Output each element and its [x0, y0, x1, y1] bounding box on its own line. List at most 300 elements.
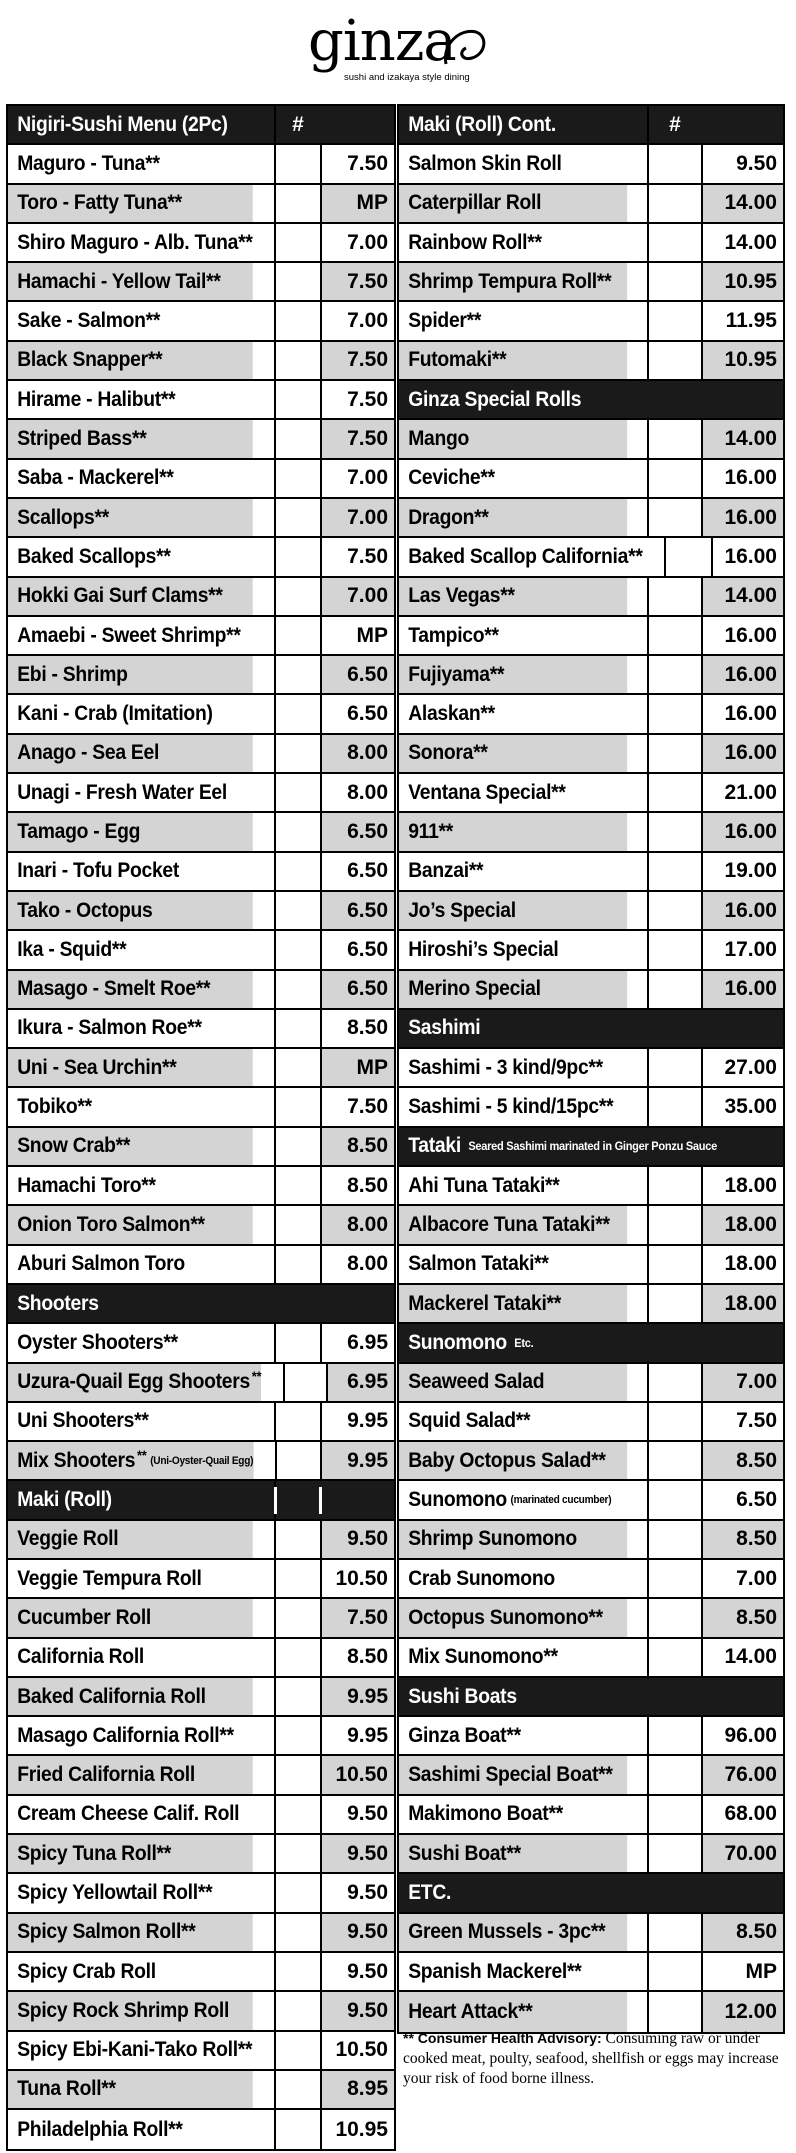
quantity-box[interactable]: [647, 1049, 701, 1086]
quantity-box[interactable]: [647, 1914, 701, 1951]
menu-item: [8, 931, 394, 970]
quantity-box[interactable]: [274, 1088, 320, 1125]
menu-item-price: 9.50: [320, 1796, 394, 1833]
quantity-box[interactable]: [274, 1756, 320, 1793]
menu-item-price: 12.00: [701, 1992, 783, 2031]
quantity-box[interactable]: [647, 774, 701, 811]
menu-item-label: Ahi Tuna Tataki**: [408, 1173, 560, 1197]
quantity-box[interactable]: [647, 1717, 701, 1754]
menu-item: [8, 1049, 394, 1088]
menu-item: [8, 2110, 394, 2149]
section-title: Maki (Roll): [17, 1488, 112, 1512]
menu-item-price: 7.50: [320, 342, 394, 379]
section-title-text: ETC.: [408, 1881, 452, 1904]
menu-item-name: [8, 735, 253, 772]
section-title-text: Sushi Boats: [408, 1684, 517, 1708]
quantity-box[interactable]: [647, 695, 701, 732]
menu-item: [8, 145, 394, 184]
quantity-box[interactable]: [274, 813, 320, 850]
menu-item-price: 10.95: [320, 2110, 394, 2149]
quantity-box[interactable]: [274, 224, 320, 261]
section-note: Etc.: [514, 1335, 534, 1350]
section-title-text: Ginza Special Rolls: [408, 387, 582, 411]
menu-item: [399, 1560, 783, 1599]
menu-item-detail: (marinated cucumber): [510, 1494, 612, 1507]
quantity-box[interactable]: [274, 1874, 320, 1911]
quantity-box[interactable]: [274, 1599, 320, 1636]
menu-item-name: [8, 185, 253, 222]
menu-item-price: 8.50: [701, 1914, 783, 1951]
quantity-box[interactable]: [647, 971, 701, 1008]
quantity-box[interactable]: [274, 1914, 320, 1951]
menu-item-name: [8, 1521, 253, 1558]
menu-item-label: Octopus Sunomono**: [408, 1605, 603, 1629]
section-note: Seared Sashimi marinated in Ginger Ponzu Sauce: [468, 1139, 717, 1154]
menu-item-name: [8, 1914, 253, 1951]
quantity-box[interactable]: [274, 1167, 320, 1204]
menu-item: [399, 420, 783, 459]
menu-item-label: Baked Scallop California**: [408, 544, 643, 568]
quantity-box[interactable]: [274, 499, 320, 536]
quantity-box[interactable]: [274, 1678, 320, 1715]
quantity-box[interactable]: [647, 185, 701, 222]
section-header: [399, 381, 783, 420]
menu-item-name: [399, 1992, 627, 2031]
menu-item-name: [399, 499, 627, 536]
menu-item-label: Snow Crab**: [17, 1134, 131, 1158]
section-header: [399, 1678, 783, 1717]
quantity-box[interactable]: [647, 1167, 701, 1204]
logo-swirl-icon: [440, 24, 490, 74]
menu-item: [399, 1088, 783, 1127]
menu-item-name: [399, 1481, 627, 1518]
menu-item-price: 8.50: [701, 1442, 783, 1479]
menu-item: [399, 538, 783, 577]
menu-item-name: [8, 1796, 253, 1833]
quantity-box[interactable]: [274, 892, 320, 929]
menu-item-price: 6.50: [320, 892, 394, 929]
quantity-box[interactable]: [647, 853, 701, 890]
menu-item-label: Hiroshi’s Special: [408, 937, 559, 961]
quantity-box[interactable]: [274, 1796, 320, 1833]
menu-item: [399, 1442, 783, 1481]
quantity-box[interactable]: [647, 1835, 701, 1872]
menu-item-price: 9.50: [320, 1835, 394, 1872]
menu-item-name: [399, 185, 627, 222]
menu-item-label: Alaskan**: [408, 702, 495, 726]
menu-item-label: Ika - Squid**: [17, 937, 127, 961]
menu-item-name: [399, 1953, 627, 1990]
menu-item-marker: **: [251, 1368, 262, 1385]
quantity-box[interactable]: [647, 1206, 701, 1243]
quantity-box[interactable]: [274, 1010, 320, 1047]
menu-item-name: [8, 931, 253, 968]
menu-item-label: Hamachi - Yellow Tail**: [17, 269, 221, 293]
menu-item-name: [8, 145, 253, 182]
menu-item: [399, 224, 783, 263]
quantity-box[interactable]: [647, 499, 701, 536]
menu-item-price: 6.50: [320, 695, 394, 732]
menu-item-name: [8, 695, 253, 732]
quantity-box[interactable]: [274, 1639, 320, 1676]
qty-column-header: #: [274, 106, 320, 143]
menu-item-name: [8, 1599, 253, 1636]
menu-item-label: Inari - Tofu Pocket: [17, 859, 180, 883]
menu-item-label: Tako - Octopus: [17, 898, 153, 922]
section-title: [399, 1128, 752, 1165]
menu-item: [8, 1246, 394, 1285]
menu-item-name: [8, 460, 253, 497]
menu-item-price: 7.00: [320, 460, 394, 497]
menu-item: [8, 2071, 394, 2110]
logo-wordmark: ginza: [308, 9, 456, 74]
menu-item-label: Spanish Mackerel**: [408, 1959, 582, 1983]
section-title-text: Sunomono: [408, 1330, 507, 1354]
quantity-box[interactable]: [274, 656, 320, 693]
menu-item-price: 10.95: [701, 342, 783, 379]
quantity-box[interactable]: [274, 342, 320, 379]
menu-item-label: Mix Shooters: [17, 1448, 136, 1472]
menu-item-label: Veggie Roll: [17, 1527, 119, 1551]
menu-item-label: Ventana Special**: [408, 780, 566, 804]
menu-item-price: 6.50: [320, 971, 394, 1008]
menu-item-label: Black Snapper**: [17, 348, 163, 372]
menu-item-name: [8, 1560, 253, 1597]
menu-item-name: [399, 971, 627, 1008]
quantity-box[interactable]: [647, 1364, 701, 1401]
menu-item-name: [399, 224, 627, 261]
menu-item-label: Squid Salad**: [408, 1409, 531, 1433]
quantity-box[interactable]: [647, 1088, 701, 1125]
quantity-box[interactable]: [274, 1206, 320, 1243]
menu-item-name: [8, 1128, 253, 1165]
menu-item-label: Tuna Roll**: [17, 2077, 116, 2101]
menu-item-label: Sushi Boat**: [408, 1841, 521, 1865]
menu-item: [399, 1049, 783, 1088]
menu-item-price: 7.00: [320, 224, 394, 261]
quantity-box[interactable]: [647, 302, 701, 339]
menu-item-label: Masago - Smelt Roe**: [17, 977, 211, 1001]
quantity-box[interactable]: [647, 1246, 701, 1283]
menu-item-name: [8, 1403, 253, 1440]
menu-item: [399, 1521, 783, 1560]
section-header: [8, 1481, 394, 1520]
menu-item: [399, 1953, 783, 1992]
menu-item-name: [399, 460, 627, 497]
menu-item-price: 11.95: [701, 302, 783, 339]
menu-item-price: 7.50: [320, 263, 394, 300]
menu-item: [399, 263, 783, 302]
advisory-lead: ** Consumer Health Advisory:: [403, 2030, 602, 2046]
menu-item: [8, 1953, 394, 1992]
quantity-box[interactable]: [274, 1835, 320, 1872]
quantity-box[interactable]: [274, 538, 320, 575]
menu-item: [399, 145, 783, 184]
menu-item: [8, 1364, 394, 1403]
menu-item-label: Tampico**: [408, 623, 499, 647]
menu-item-label: California Roll: [17, 1645, 145, 1669]
menu-item-price: 7.50: [320, 420, 394, 457]
menu-item-name: [8, 1167, 253, 1204]
section-header: [399, 1010, 783, 1049]
menu-item-price: 76.00: [701, 1756, 783, 1793]
menu-item-label: Salmon Skin Roll: [408, 151, 562, 175]
menu-item: [399, 302, 783, 341]
quantity-box[interactable]: [647, 1639, 701, 1676]
menu-item: [8, 1992, 394, 2031]
quantity-box[interactable]: [647, 145, 701, 182]
menu-item-label: 911**: [408, 819, 454, 843]
menu-item: [8, 302, 394, 341]
section-title-text: Sashimi: [408, 1016, 481, 1040]
menu-item-name: [399, 1521, 627, 1558]
menu-item: [399, 735, 783, 774]
menu-item-name: [399, 1914, 627, 1951]
quantity-box[interactable]: [647, 1442, 701, 1479]
menu-item: [8, 813, 394, 852]
menu-item-name: [8, 1874, 253, 1911]
quantity-box[interactable]: [274, 1560, 320, 1597]
menu-item-label: Ikura - Salmon Roe**: [17, 1016, 202, 1040]
menu-item: [399, 1599, 783, 1638]
menu-item-name: [399, 1599, 627, 1636]
menu-item-price: 9.95: [320, 1442, 394, 1479]
quantity-box[interactable]: [647, 892, 701, 929]
menu-item-label: Shiro Maguro - Alb. Tuna**: [17, 230, 253, 254]
menu-item-label: Onion Toro Salmon**: [17, 1212, 205, 1236]
quantity-box[interactable]: [274, 2032, 320, 2069]
quantity-box[interactable]: [274, 420, 320, 457]
menu-item-name: [399, 1717, 627, 1754]
quantity-box[interactable]: [274, 1521, 320, 1558]
section-header: [8, 106, 394, 145]
menu-item-name: [399, 892, 627, 929]
quantity-box[interactable]: [274, 617, 320, 654]
menu-item-name: [399, 813, 627, 850]
logo-tagline: sushi and izakaya style dining: [344, 72, 470, 83]
menu-item: [8, 1088, 394, 1127]
menu-item-price: 8.50: [701, 1599, 783, 1636]
menu-item-price: 10.50: [320, 2032, 394, 2069]
quantity-box[interactable]: [664, 538, 711, 575]
menu-item-name: [399, 656, 627, 693]
menu-item-name: [8, 1756, 253, 1793]
menu-item: [399, 1796, 783, 1835]
menu-item-name: [8, 263, 253, 300]
menu-item-detail: (Uni-Oyster-Quail Egg): [150, 1454, 254, 1467]
menu-item-label: Fried California Roll: [17, 1763, 195, 1787]
menu-item: [399, 971, 783, 1010]
menu-item-name: [399, 145, 627, 182]
menu-item-label: Seaweed Salad: [408, 1370, 545, 1394]
quantity-box[interactable]: [647, 735, 701, 772]
quantity-box[interactable]: [647, 1599, 701, 1636]
menu-item-price: 27.00: [701, 1049, 783, 1086]
quantity-box[interactable]: [283, 1364, 325, 1401]
quantity-box[interactable]: [274, 460, 320, 497]
quantity-box[interactable]: [647, 617, 701, 654]
menu-item: [8, 1128, 394, 1167]
section-title: [399, 381, 752, 418]
menu-item: [8, 1756, 394, 1795]
menu-item: [399, 1835, 783, 1874]
menu-item-label: Baked Scallops**: [17, 544, 171, 568]
section-header: [399, 1874, 783, 1913]
quantity-box[interactable]: [274, 1403, 320, 1440]
menu-item-price: 96.00: [701, 1717, 783, 1754]
quantity-box[interactable]: [647, 420, 701, 457]
menu-item-name: [8, 1364, 261, 1401]
menu-item-name: [399, 1088, 627, 1125]
menu-item-price: 9.50: [320, 1992, 394, 2029]
quantity-box[interactable]: [274, 1128, 320, 1165]
quantity-box[interactable]: [647, 1481, 701, 1518]
quantity-box[interactable]: [274, 774, 320, 811]
quantity-box[interactable]: [647, 224, 701, 261]
menu-item: [8, 1796, 394, 1835]
menu-item-price: 8.50: [701, 1521, 783, 1558]
menu-item-label: Baked California Roll: [17, 1684, 206, 1708]
menu-item-label: Sashimi - 5 kind/15pc**: [408, 1095, 614, 1119]
menu-item: [399, 1914, 783, 1953]
quantity-box[interactable]: [274, 1992, 320, 2029]
menu-item-price: 9.50: [320, 1914, 394, 1951]
menu-item-price: 16.00: [701, 695, 783, 732]
quantity-box[interactable]: [274, 735, 320, 772]
quantity-box[interactable]: [274, 1324, 320, 1361]
menu-item-name: [399, 1285, 627, 1322]
menu-item: [8, 185, 394, 224]
quantity-box[interactable]: [274, 578, 320, 615]
qty-column-header: [274, 1481, 320, 1518]
quantity-box[interactable]: [647, 1796, 701, 1833]
menu-item-name: [8, 499, 253, 536]
quantity-box[interactable]: [274, 145, 320, 182]
menu-item-price: 9.50: [320, 1521, 394, 1558]
menu-item-price: 70.00: [701, 1835, 783, 1872]
menu-item-price: 14.00: [701, 420, 783, 457]
menu-item-name: [8, 578, 253, 615]
menu-item: [399, 578, 783, 617]
quantity-box[interactable]: [274, 853, 320, 890]
quantity-box[interactable]: [647, 656, 701, 693]
menu-item-name: [8, 813, 253, 850]
menu-item-label: Mango: [408, 427, 470, 451]
quantity-box[interactable]: [647, 460, 701, 497]
menu-item-price: 7.50: [320, 1599, 394, 1636]
section-header: [399, 1128, 783, 1167]
menu-item-label: Baby Octopus Salad**: [408, 1448, 606, 1472]
menu-item-name: [8, 1835, 253, 1872]
menu-item: [8, 1874, 394, 1913]
menu-item-label: Mackerel Tataki**: [408, 1291, 562, 1315]
menu-item-label: Spicy Crab Roll: [17, 1959, 156, 1983]
quantity-box[interactable]: [274, 381, 320, 418]
menu-item: [8, 617, 394, 656]
quantity-box[interactable]: [647, 1285, 701, 1322]
menu-item-name: [399, 695, 627, 732]
quantity-box[interactable]: [647, 1953, 701, 1990]
quantity-box[interactable]: [647, 931, 701, 968]
menu-item-label: Spicy Salmon Roll**: [17, 1920, 196, 1944]
quantity-box[interactable]: [274, 695, 320, 732]
menu-item: [8, 578, 394, 617]
section-header: [399, 1324, 783, 1363]
menu-item-price: 7.50: [320, 145, 394, 182]
menu-item-label: Heart Attack**: [408, 1999, 533, 2023]
section-header: [8, 1285, 394, 1324]
quantity-box[interactable]: [647, 263, 701, 300]
menu-item: [8, 1206, 394, 1245]
quantity-box[interactable]: [647, 578, 701, 615]
menu-item-price: 8.50: [320, 1167, 394, 1204]
quantity-box[interactable]: [274, 971, 320, 1008]
menu-item-name: [8, 420, 253, 457]
quantity-box[interactable]: [274, 2071, 320, 2108]
menu-item: [8, 1717, 394, 1756]
quantity-box[interactable]: [274, 302, 320, 339]
menu-item-price: 8.50: [320, 1010, 394, 1047]
menu-item-label: Amaebi - Sweet Shrimp**: [17, 623, 241, 647]
menu-item-label: Maguro - Tuna**: [17, 151, 160, 175]
menu-item-price: 8.50: [320, 1639, 394, 1676]
quantity-box[interactable]: [274, 1246, 320, 1283]
quantity-box[interactable]: [274, 1953, 320, 1990]
menu-item: [399, 1167, 783, 1206]
quantity-box[interactable]: [274, 2110, 320, 2149]
quantity-box[interactable]: [274, 1049, 320, 1086]
menu-item-name: [8, 224, 253, 261]
quantity-box[interactable]: [274, 263, 320, 300]
menu-item: [8, 853, 394, 892]
menu-item: [399, 774, 783, 813]
menu-item-price: 21.00: [701, 774, 783, 811]
menu-item-label: Uzura-Quail Egg Shooters: [17, 1370, 250, 1394]
menu-item-label: Albacore Tuna Tataki**: [408, 1212, 610, 1236]
menu-item-price: 7.00: [320, 499, 394, 536]
quantity-box[interactable]: [647, 813, 701, 850]
menu-item-price: 9.95: [320, 1678, 394, 1715]
menu-item: [399, 656, 783, 695]
menu-item-price: 6.50: [320, 931, 394, 968]
menu-item: [399, 695, 783, 734]
menu-item: [8, 263, 394, 302]
menu-item-price: 16.00: [701, 499, 783, 536]
quantity-box[interactable]: [274, 185, 320, 222]
menu-item-label: Scallops**: [17, 505, 109, 529]
quantity-box[interactable]: [274, 931, 320, 968]
section-title: [399, 1874, 752, 1911]
quantity-box[interactable]: [275, 1442, 321, 1479]
quantity-box[interactable]: [647, 1756, 701, 1793]
menu-item-name: [8, 617, 253, 654]
menu-column-right: [397, 104, 785, 2034]
menu-item-label: Shrimp Tempura Roll**: [408, 269, 612, 293]
quantity-box[interactable]: [647, 1560, 701, 1597]
section-title: Maki (Roll) Cont.: [408, 112, 556, 136]
quantity-box[interactable]: [274, 1717, 320, 1754]
quantity-box[interactable]: [647, 342, 701, 379]
quantity-box[interactable]: [647, 1992, 701, 2031]
menu-item-name: [8, 1992, 253, 2029]
menu-item: [399, 1639, 783, 1678]
quantity-box[interactable]: [647, 1403, 701, 1440]
menu-item-price: 8.00: [320, 774, 394, 811]
menu-item-name: [8, 302, 253, 339]
menu-item-price: 14.00: [701, 1639, 783, 1676]
menu-item-price: 35.00: [701, 1088, 783, 1125]
quantity-box[interactable]: [647, 1521, 701, 1558]
